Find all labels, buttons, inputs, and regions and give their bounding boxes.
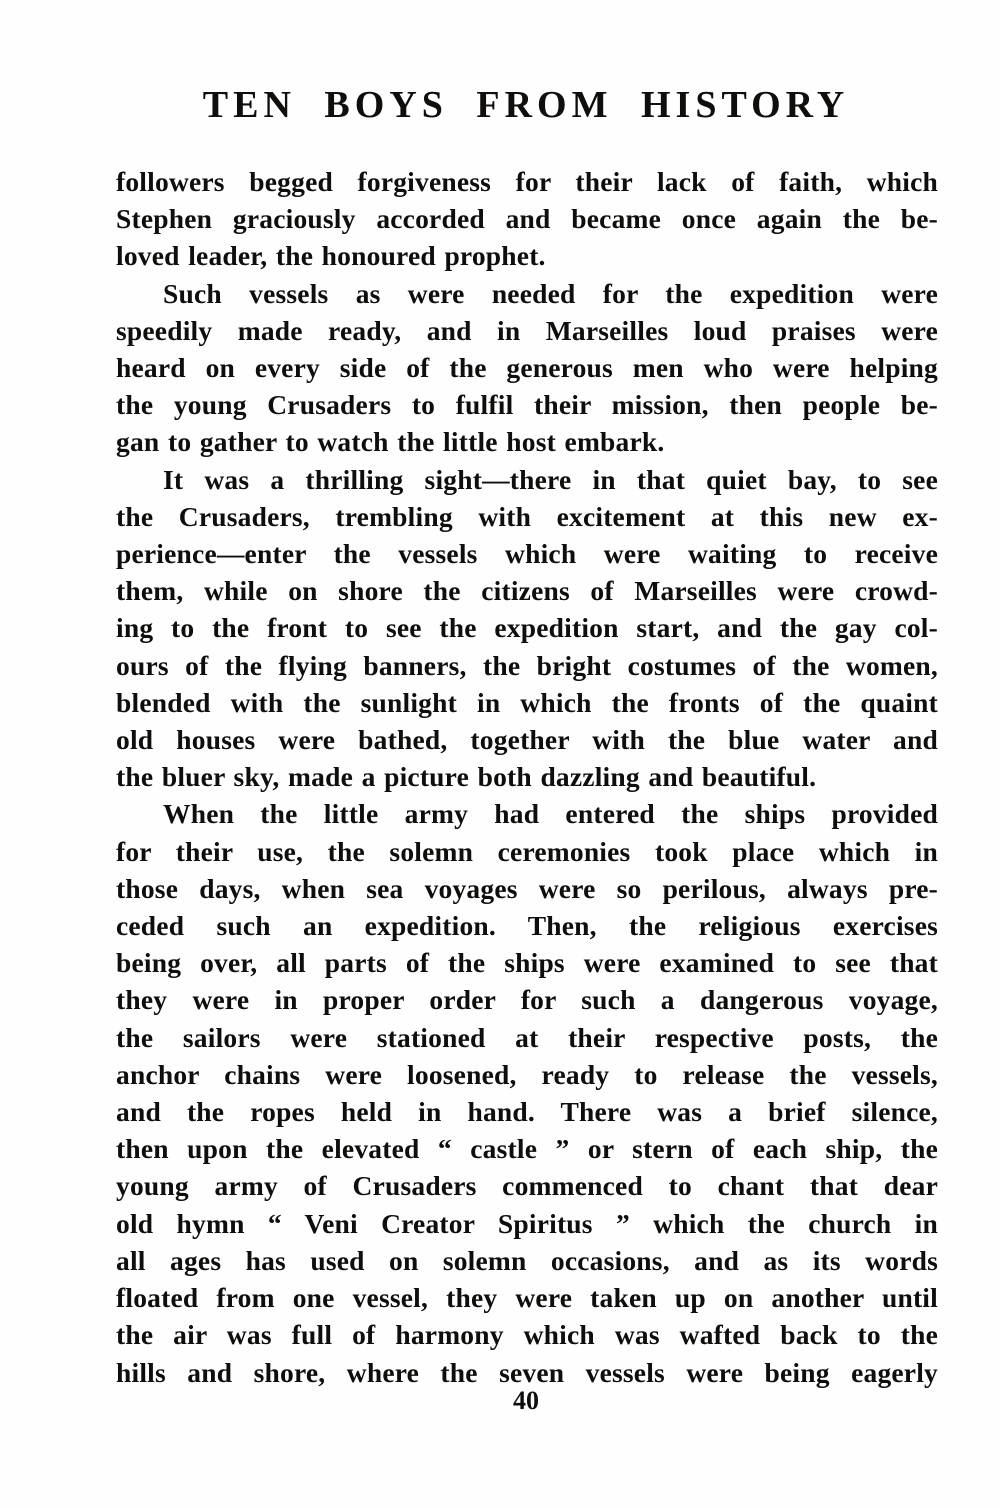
text-line: ceded such an expedition. Then, the religious exercises xyxy=(116,910,938,942)
paragraph xyxy=(116,461,938,796)
text-line: all ages has used on solemn occasions, and as its words xyxy=(116,1244,938,1276)
text-line: Such vessels as were needed for the expedition were xyxy=(163,277,938,309)
paragraph xyxy=(116,163,938,275)
text-line: them, while on shore the citizens of Marseilles were crowd- xyxy=(116,575,938,607)
text-line: It was a thrilling sight—there in that quiet bay, to see xyxy=(163,463,938,495)
text-line: old houses were bathed, together with the blue water and xyxy=(116,724,938,756)
text-line: blended with the sunlight in which the fronts of the quaint xyxy=(116,686,938,718)
text-line: ing to the front to see the expedition start, and the gay col- xyxy=(116,612,938,644)
text-line: anchor chains were loosened, ready to release the vessels, xyxy=(116,1058,938,1090)
text-line: for their use, the solemn ceremonies took place which in xyxy=(116,835,938,867)
paragraph xyxy=(116,275,938,461)
text-line: young army of Crusaders commenced to chant that dear xyxy=(116,1170,938,1202)
text-line: Stephen graciously accorded and became once again the be- xyxy=(116,203,938,235)
body-text xyxy=(116,163,938,1391)
text-line: the Crusaders, trembling with excitement at this new ex- xyxy=(116,500,938,532)
text-line: heard on every side of the generous men who were helping xyxy=(116,352,938,384)
text-line: floated from one vessel, they were taken up on another until xyxy=(116,1282,938,1314)
text-line: those days, when sea voyages were so perilous, always pre- xyxy=(116,872,938,904)
text-line: ours of the flying banners, the bright costumes of the women, xyxy=(116,649,938,681)
text-line: hills and shore, where the seven vessels were being eagerly xyxy=(116,1356,938,1388)
text-line: then upon the elevated “ castle ” or stern of each ship, the xyxy=(116,1133,938,1165)
text-line: When the little army had entered the ships provided xyxy=(163,798,938,830)
paragraph xyxy=(116,795,938,1390)
text-line: they were in proper order for such a dangerous voyage, xyxy=(116,984,938,1016)
text-line: speedily made ready, and in Marseilles loud praises were xyxy=(116,314,938,346)
text-line: followers begged forgiveness for their lack of faith, which xyxy=(116,166,938,197)
text-line: the sailors were stationed at their respective posts, the xyxy=(116,1021,938,1053)
text-line: the bluer sky, made a picture both dazzling and beautiful. xyxy=(116,761,817,793)
text-line: the young Crusaders to fulfil their mission, then people be- xyxy=(116,389,938,421)
text-line: and the ropes held in hand. There was a brief silence, xyxy=(116,1096,938,1128)
text-line: loved leader, the honoured prophet. xyxy=(116,240,546,272)
page-number: 40 xyxy=(513,1386,539,1415)
text-line: perience—enter the vessels which were waiting to receive xyxy=(116,538,938,570)
text-line: being over, all parts of the ships were examined to see that xyxy=(116,947,938,979)
text-line: the air was full of harmony which was wafted back to the xyxy=(116,1319,938,1351)
running-head-title: TEN BOYS FROM HISTORY xyxy=(202,84,850,126)
text-line: gan to gather to watch the little host embark. xyxy=(116,426,665,458)
text-line: old hymn “ Veni Creator Spiritus ” which the church in xyxy=(116,1207,938,1239)
